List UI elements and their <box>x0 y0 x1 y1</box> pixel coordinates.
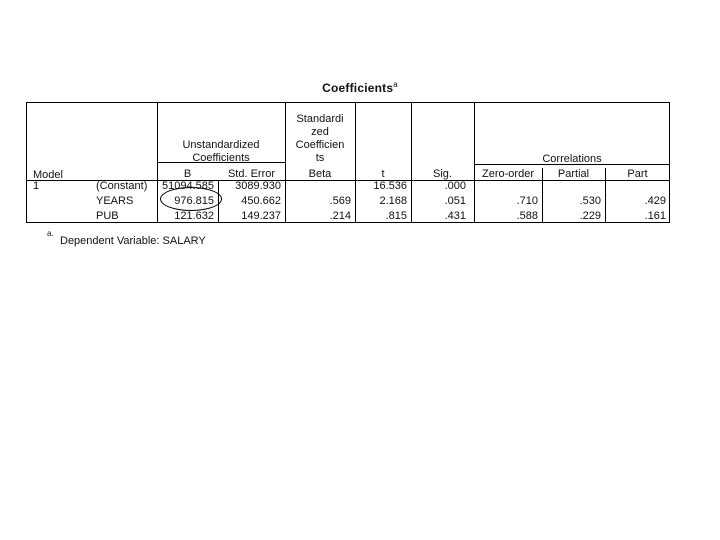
model-number: 1 <box>33 180 40 192</box>
cell-sig: .051 <box>444 195 466 207</box>
cell-partial: .530 <box>579 195 601 207</box>
header-standardized-2: zed <box>311 126 329 138</box>
cell-t: 16.536 <box>373 180 407 192</box>
header-standardized-3: Coefficien <box>295 139 345 151</box>
row-label-constant: (Constant) <box>96 180 148 192</box>
title-footnote-marker: a <box>393 80 398 89</box>
cell-sig: .000 <box>444 180 466 192</box>
header-standardized-1: Standardi <box>296 113 344 125</box>
cell-beta: .214 <box>329 210 351 222</box>
cell-partial: .229 <box>579 210 601 222</box>
cell-std-error: 3089.930 <box>235 180 281 192</box>
header-beta: Beta <box>308 168 332 180</box>
header-std-error: Std. Error <box>227 168 276 180</box>
cell-b: 121.632 <box>174 210 214 222</box>
header-b: B <box>183 168 192 180</box>
header-coefficients: Coefficients <box>192 152 250 164</box>
table-title <box>0 80 720 95</box>
footnote-marker: a. <box>47 229 54 238</box>
row-label-years: YEARS <box>96 195 134 207</box>
cell-b: 976.815 <box>174 195 214 207</box>
header-standardized-4: ts <box>315 152 325 164</box>
cell-t: .815 <box>385 210 407 222</box>
footnote-text: Dependent Variable: SALARY <box>60 235 206 247</box>
cell-t: 2.168 <box>379 195 407 207</box>
cell-part: .429 <box>644 195 666 207</box>
header-partial: Partial <box>557 168 590 180</box>
highlight-circle <box>160 187 222 211</box>
cell-b: 51094.585 <box>162 180 214 192</box>
cell-part: .161 <box>644 210 666 222</box>
header-model: Model <box>33 169 63 181</box>
cell-beta: .569 <box>329 195 351 207</box>
cell-sig: .431 <box>444 210 466 222</box>
cell-zero-order: .710 <box>516 195 538 207</box>
header-t: t <box>381 168 385 180</box>
header-unstandardized: Unstandardized <box>182 139 260 151</box>
header-correlations: Correlations <box>542 153 602 165</box>
cell-std-error: 149.237 <box>241 210 281 222</box>
cell-std-error: 450.662 <box>241 195 281 207</box>
header-zero-order: Zero-order <box>482 168 534 180</box>
header-sig: Sig. <box>433 168 452 180</box>
title-text: Coefficients <box>322 81 394 95</box>
header-part: Part <box>627 168 648 180</box>
cell-zero-order: .588 <box>516 210 538 222</box>
row-label-pub: PUB <box>96 210 119 222</box>
